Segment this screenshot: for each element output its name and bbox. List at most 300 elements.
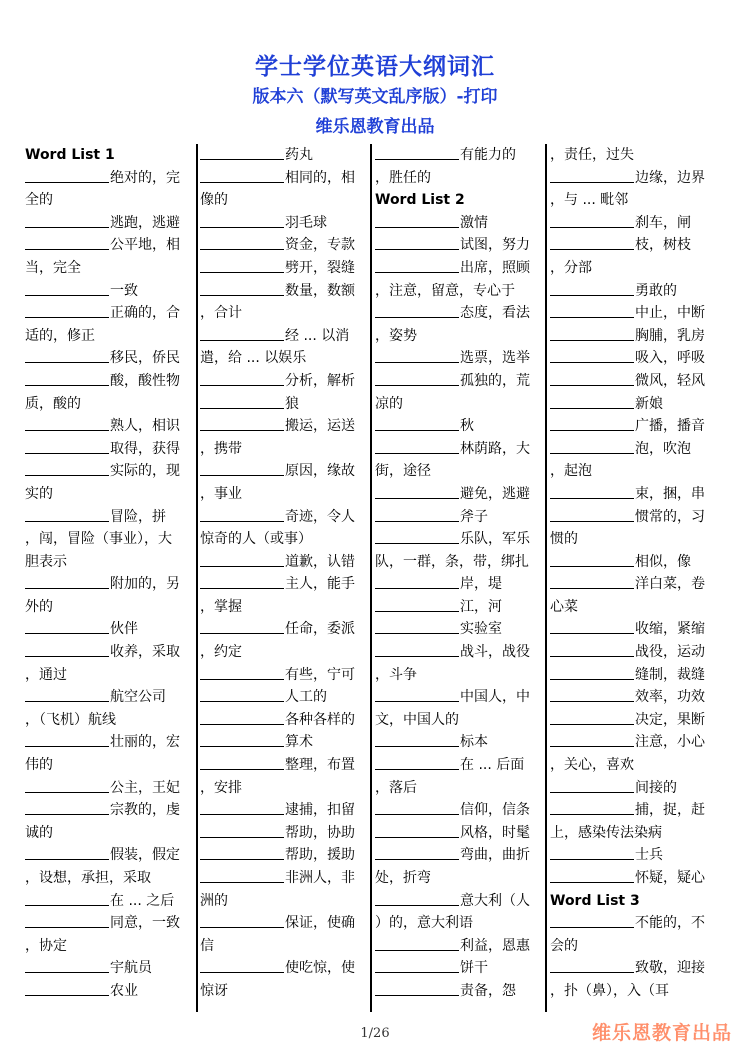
column-3 bbox=[375, 144, 538, 1009]
entry-text: 决定，果断 bbox=[635, 711, 705, 728]
vocab-continuation bbox=[375, 912, 538, 935]
entry-text: 处，折弯 bbox=[375, 870, 431, 886]
vocab-continuation bbox=[25, 325, 188, 348]
entry-text: 像的 bbox=[200, 192, 228, 209]
fill-in-blank[interactable] bbox=[200, 236, 284, 250]
fill-in-blank[interactable] bbox=[200, 756, 284, 770]
entry-text: 全的 bbox=[25, 192, 53, 209]
entry-text: 不能的，不 bbox=[635, 915, 705, 932]
vocab-entry bbox=[200, 393, 363, 416]
entry-text: 收缩，紧缩 bbox=[635, 621, 705, 638]
vocab-continuation bbox=[200, 528, 363, 551]
fill-in-blank[interactable] bbox=[25, 779, 109, 793]
fill-in-blank[interactable] bbox=[375, 598, 459, 612]
entry-text: 出席，照顾 bbox=[460, 259, 530, 276]
entry-text: 中国人，中 bbox=[460, 689, 530, 706]
entry-text: 宗教的，虔 bbox=[110, 802, 180, 819]
vocab-continuation bbox=[25, 257, 188, 280]
fill-in-blank[interactable] bbox=[25, 372, 109, 386]
entry-text: 广播，播音 bbox=[635, 418, 705, 435]
entry-text: 会的 bbox=[550, 937, 578, 954]
vocab-continuation bbox=[550, 822, 713, 845]
vocab-entry bbox=[550, 686, 713, 709]
vocab-entry bbox=[375, 347, 538, 370]
fill-in-blank[interactable] bbox=[25, 688, 109, 702]
fill-in-blank[interactable] bbox=[200, 620, 284, 634]
entry-text: ，掌握 bbox=[200, 598, 242, 615]
fill-in-blank[interactable] bbox=[25, 508, 109, 522]
entry-text: 取得，获得 bbox=[110, 440, 180, 457]
entry-text: 捕，捉，赶 bbox=[635, 802, 705, 819]
fill-in-blank[interactable] bbox=[200, 869, 284, 883]
entry-text: 战斗，战役 bbox=[460, 644, 530, 661]
fill-in-blank[interactable] bbox=[375, 417, 459, 431]
vocab-entry bbox=[375, 370, 538, 393]
fill-in-blank[interactable] bbox=[200, 666, 284, 680]
vocab-entry bbox=[375, 415, 538, 438]
vocab-entry bbox=[375, 257, 538, 280]
entry-text: 收养，采取 bbox=[110, 644, 180, 661]
vocab-continuation bbox=[375, 167, 538, 190]
entry-text: ）的，意大利语 bbox=[375, 915, 473, 932]
vocab-continuation bbox=[200, 302, 363, 325]
entry-text: 心菜 bbox=[550, 598, 578, 615]
fill-in-blank[interactable] bbox=[25, 214, 109, 228]
entry-text: 酸，酸性物 bbox=[110, 372, 180, 389]
entry-text: 胸脯，乳房 bbox=[635, 327, 705, 344]
entry-text: 战役，运动 bbox=[635, 644, 705, 661]
entry-text: ，责任，过失 bbox=[550, 147, 634, 163]
entry-text: 相同的，相 bbox=[285, 169, 355, 186]
fill-in-blank[interactable] bbox=[200, 462, 284, 476]
vocab-entry bbox=[25, 799, 188, 822]
entry-text: ，与 ... 毗邻 bbox=[550, 192, 629, 209]
entry-text: 林荫路，大 bbox=[460, 440, 530, 457]
vocab-entry bbox=[375, 799, 538, 822]
vocab-entry bbox=[200, 460, 363, 483]
fill-in-blank[interactable] bbox=[375, 440, 459, 454]
fill-in-blank[interactable] bbox=[550, 711, 634, 725]
fill-in-blank[interactable] bbox=[375, 643, 459, 657]
entry-text: 绝对的，完 bbox=[110, 169, 180, 186]
watermark-logo: 维乐恩教育出品 bbox=[591, 1022, 732, 1044]
vocab-entry bbox=[200, 686, 363, 709]
entry-text: ，落后 bbox=[375, 779, 417, 796]
entry-text: 实验室 bbox=[460, 621, 502, 638]
fill-in-blank[interactable] bbox=[550, 643, 634, 657]
vocab-continuation bbox=[375, 393, 538, 416]
entry-text: 一致 bbox=[110, 282, 138, 299]
fill-in-blank[interactable] bbox=[550, 236, 634, 250]
vocab-continuation bbox=[25, 483, 188, 506]
vocab-entry bbox=[550, 731, 713, 754]
fill-in-blank[interactable] bbox=[25, 462, 109, 476]
entry-text: 态度，看法 bbox=[460, 305, 530, 322]
vocab-entry bbox=[550, 664, 713, 687]
vocab-continuation bbox=[200, 189, 363, 212]
entry-text: 药丸 bbox=[285, 147, 313, 163]
entry-text: ，注意，留意，专心于 bbox=[375, 282, 515, 299]
vocab-entry bbox=[25, 890, 188, 913]
entry-text: 惯的 bbox=[550, 531, 578, 548]
entry-text: Word List 1 bbox=[25, 147, 115, 163]
fill-in-blank[interactable] bbox=[375, 304, 459, 318]
fill-in-blank[interactable] bbox=[25, 304, 109, 318]
fill-in-blank[interactable] bbox=[200, 417, 284, 431]
vocab-entry bbox=[375, 438, 538, 461]
fill-in-blank[interactable] bbox=[550, 914, 634, 928]
fill-in-blank[interactable] bbox=[25, 440, 109, 454]
entry-text: 熟人，相识 bbox=[110, 418, 180, 435]
entry-text: 枝，树枝 bbox=[635, 237, 691, 254]
fill-in-blank[interactable] bbox=[375, 756, 459, 770]
column-divider bbox=[196, 144, 198, 1012]
vocab-entry bbox=[550, 506, 713, 529]
fill-in-blank[interactable] bbox=[375, 733, 459, 747]
vocab-entry bbox=[25, 641, 188, 664]
fill-in-blank[interactable] bbox=[375, 801, 459, 815]
vocab-continuation bbox=[550, 189, 713, 212]
fill-in-blank[interactable] bbox=[550, 959, 634, 973]
vocab-entry bbox=[550, 438, 713, 461]
vocab-entry bbox=[200, 754, 363, 777]
vocab-continuation bbox=[200, 935, 363, 958]
entry-text: 使吃惊，使 bbox=[285, 960, 355, 977]
vocab-entry bbox=[200, 257, 363, 280]
entry-text: ，斗争 bbox=[375, 666, 417, 683]
vocab-entry bbox=[25, 618, 188, 641]
entry-text: 诚的 bbox=[25, 824, 53, 841]
entry-text: 注意，小心 bbox=[635, 734, 705, 751]
fill-in-blank[interactable] bbox=[25, 643, 109, 657]
entry-text: 整理，布置 bbox=[285, 757, 355, 774]
entry-text: 实的 bbox=[25, 485, 53, 502]
fill-in-blank[interactable] bbox=[550, 688, 634, 702]
fill-in-blank[interactable] bbox=[375, 214, 459, 228]
vocab-continuation bbox=[200, 641, 363, 664]
word-columns bbox=[0, 144, 750, 1014]
vocab-continuation bbox=[550, 980, 713, 1003]
fill-in-blank[interactable] bbox=[375, 485, 459, 499]
vocab-continuation bbox=[375, 460, 538, 483]
fill-in-blank[interactable] bbox=[375, 937, 459, 951]
entry-text: 孤独的，荒 bbox=[460, 372, 530, 389]
fill-in-blank[interactable] bbox=[25, 959, 109, 973]
vocab-entry bbox=[550, 370, 713, 393]
fill-in-blank[interactable] bbox=[25, 575, 109, 589]
vocab-entry bbox=[375, 528, 538, 551]
entry-text: ，协定 bbox=[25, 937, 67, 954]
vocab-continuation bbox=[200, 777, 363, 800]
vocab-entry bbox=[550, 325, 713, 348]
fill-in-blank[interactable] bbox=[375, 372, 459, 386]
fill-in-blank[interactable] bbox=[200, 395, 284, 409]
entry-text: 农业 bbox=[110, 982, 138, 999]
entry-text: 相似，像 bbox=[635, 553, 691, 570]
vocab-entry bbox=[550, 302, 713, 325]
vocab-entry bbox=[200, 573, 363, 596]
fill-in-blank[interactable] bbox=[550, 214, 634, 228]
entry-text: 吸入，呼吸 bbox=[635, 350, 705, 367]
word-list-heading bbox=[375, 189, 538, 212]
vocab-entry bbox=[200, 844, 363, 867]
vocab-entry bbox=[200, 325, 363, 348]
vocab-entry bbox=[25, 777, 188, 800]
fill-in-blank[interactable] bbox=[25, 620, 109, 634]
fill-in-blank[interactable] bbox=[25, 417, 109, 431]
fill-in-blank[interactable] bbox=[200, 214, 284, 228]
entry-text: ，约定 bbox=[200, 644, 242, 661]
entry-text: 伙伴 bbox=[110, 621, 138, 638]
fill-in-blank[interactable] bbox=[375, 688, 459, 702]
fill-in-blank[interactable] bbox=[550, 508, 634, 522]
entry-text: 文，中国人的 bbox=[375, 711, 459, 728]
vocab-continuation bbox=[550, 754, 713, 777]
fill-in-blank[interactable] bbox=[25, 801, 109, 815]
fill-in-blank[interactable] bbox=[200, 575, 284, 589]
vocab-entry bbox=[375, 506, 538, 529]
vocab-entry bbox=[550, 167, 713, 190]
vocab-entry bbox=[25, 167, 188, 190]
fill-in-blank[interactable] bbox=[200, 169, 284, 183]
fill-in-blank[interactable] bbox=[550, 620, 634, 634]
vocab-continuation bbox=[25, 189, 188, 212]
fill-in-blank[interactable] bbox=[375, 236, 459, 250]
vocab-entry bbox=[200, 709, 363, 732]
fill-in-blank[interactable] bbox=[200, 146, 284, 160]
fill-in-blank[interactable] bbox=[200, 846, 284, 860]
vocab-continuation bbox=[25, 867, 188, 890]
entry-text: 束，捆，串 bbox=[635, 485, 705, 502]
fill-in-blank[interactable] bbox=[375, 846, 459, 860]
vocab-continuation bbox=[200, 347, 363, 370]
entry-text: 利益，恩惠 bbox=[460, 937, 530, 954]
fill-in-blank[interactable] bbox=[550, 440, 634, 454]
entry-text: 资金，专款 bbox=[285, 237, 355, 254]
entry-text: 主人，能手 bbox=[285, 576, 355, 593]
entry-text: 冒险，拼 bbox=[110, 508, 166, 525]
fill-in-blank[interactable] bbox=[200, 914, 284, 928]
fill-in-blank[interactable] bbox=[550, 169, 634, 183]
entry-text: 惯常的，习 bbox=[635, 508, 705, 525]
entry-text: 胆表示 bbox=[25, 553, 67, 570]
fill-in-blank[interactable] bbox=[550, 304, 634, 318]
fill-in-blank[interactable] bbox=[200, 711, 284, 725]
vocab-entry bbox=[200, 912, 363, 935]
entry-text: 秋 bbox=[460, 418, 474, 435]
fill-in-blank[interactable] bbox=[375, 146, 459, 160]
entry-text: ，通过 bbox=[25, 666, 67, 683]
entry-text: ，起泡 bbox=[550, 463, 592, 480]
vocab-entry bbox=[375, 573, 538, 596]
fill-in-blank[interactable] bbox=[375, 349, 459, 363]
fill-in-blank[interactable] bbox=[200, 733, 284, 747]
fill-in-blank[interactable] bbox=[550, 779, 634, 793]
entry-text: 洋白菜，卷 bbox=[635, 576, 705, 593]
entry-text: 道歉，认错 bbox=[285, 553, 355, 570]
entry-text: 惊讶 bbox=[200, 982, 228, 999]
vocab-entry bbox=[25, 280, 188, 303]
vocab-continuation bbox=[375, 280, 538, 303]
fill-in-blank[interactable] bbox=[550, 733, 634, 747]
entry-text: ，（飞机）航线 bbox=[25, 711, 116, 728]
entry-text: ，关心，喜欢 bbox=[550, 757, 634, 774]
fill-in-blank[interactable] bbox=[200, 824, 284, 838]
fill-in-blank[interactable] bbox=[25, 733, 109, 747]
entry-text: 士兵 bbox=[635, 847, 663, 864]
entry-text: 惊奇的人（或事） bbox=[200, 531, 312, 548]
entry-text: 有些，宁可 bbox=[285, 666, 355, 683]
fill-in-blank[interactable] bbox=[200, 508, 284, 522]
vocab-continuation bbox=[550, 257, 713, 280]
vocab-entry bbox=[550, 641, 713, 664]
entry-text: ，闯，冒险（事业），大 bbox=[25, 531, 172, 548]
entry-text: 原因，缘故 bbox=[285, 463, 355, 480]
vocab-entry bbox=[200, 822, 363, 845]
fill-in-blank[interactable] bbox=[200, 282, 284, 296]
page-number: 1/26 bbox=[360, 1026, 390, 1041]
entry-text: ，合计 bbox=[200, 305, 242, 322]
vocab-entry bbox=[25, 370, 188, 393]
vocab-entry bbox=[200, 212, 363, 235]
vocab-continuation bbox=[25, 935, 188, 958]
entry-text: 逃跑，逃避 bbox=[110, 214, 180, 231]
fill-in-blank[interactable] bbox=[550, 553, 634, 567]
entry-text: 同意，一致 bbox=[110, 915, 180, 932]
vocab-entry bbox=[375, 144, 538, 167]
column-divider bbox=[370, 144, 372, 1012]
fill-in-blank[interactable] bbox=[375, 892, 459, 906]
fill-in-blank[interactable] bbox=[375, 959, 459, 973]
fill-in-blank[interactable] bbox=[375, 259, 459, 273]
entry-text: 数量，数额 bbox=[285, 282, 355, 299]
fill-in-blank[interactable] bbox=[550, 869, 634, 883]
fill-in-blank[interactable] bbox=[550, 282, 634, 296]
fill-in-blank[interactable] bbox=[25, 349, 109, 363]
entry-text: ，设想，承担，采取 bbox=[25, 870, 151, 886]
fill-in-blank[interactable] bbox=[375, 575, 459, 589]
vocab-entry bbox=[550, 618, 713, 641]
fill-in-blank[interactable] bbox=[550, 575, 634, 589]
entry-text: ，事业 bbox=[200, 485, 242, 502]
vocab-entry bbox=[200, 167, 363, 190]
fill-in-blank[interactable] bbox=[25, 282, 109, 296]
fill-in-blank[interactable] bbox=[25, 846, 109, 860]
fill-in-blank[interactable] bbox=[550, 801, 634, 815]
vocab-entry bbox=[375, 957, 538, 980]
fill-in-blank[interactable] bbox=[200, 327, 284, 341]
fill-in-blank[interactable] bbox=[25, 982, 109, 996]
entry-text: 信 bbox=[200, 937, 214, 954]
entry-text: 外的 bbox=[25, 598, 53, 615]
entry-text: 刹车，闸 bbox=[635, 214, 691, 231]
column-2 bbox=[200, 144, 363, 1009]
fill-in-blank[interactable] bbox=[200, 801, 284, 815]
fill-in-blank[interactable] bbox=[200, 553, 284, 567]
fill-in-blank[interactable] bbox=[550, 327, 634, 341]
fill-in-blank[interactable] bbox=[200, 688, 284, 702]
vocab-entry bbox=[25, 302, 188, 325]
vocab-entry bbox=[25, 460, 188, 483]
entry-text: 壮丽的，宏 bbox=[110, 734, 180, 751]
entry-text: 责备，怨 bbox=[460, 982, 516, 999]
vocab-entry bbox=[200, 957, 363, 980]
fill-in-blank[interactable] bbox=[25, 914, 109, 928]
entry-text: 勇敢的 bbox=[635, 282, 677, 299]
fill-in-blank[interactable] bbox=[550, 349, 634, 363]
entry-text: 弯曲，曲折 bbox=[460, 847, 530, 864]
fill-in-blank[interactable] bbox=[25, 892, 109, 906]
page-title: 学士学位英语大纲词汇 bbox=[255, 54, 495, 80]
entry-text: 狼 bbox=[285, 395, 299, 412]
vocab-entry bbox=[550, 212, 713, 235]
entry-text: 新娘 bbox=[635, 395, 663, 412]
entry-text: 航空公司 bbox=[110, 689, 166, 706]
vocab-continuation bbox=[550, 144, 713, 167]
fill-in-blank[interactable] bbox=[550, 666, 634, 680]
fill-in-blank[interactable] bbox=[550, 417, 634, 431]
fill-in-blank[interactable] bbox=[25, 236, 109, 250]
vocab-entry bbox=[200, 664, 363, 687]
vocab-entry bbox=[375, 686, 538, 709]
entry-text: ，携带 bbox=[200, 440, 242, 457]
fill-in-blank[interactable] bbox=[375, 824, 459, 838]
vocab-entry bbox=[550, 867, 713, 890]
entry-text: 效率，功效 bbox=[635, 689, 705, 706]
entry-text: 任命，委派 bbox=[285, 621, 355, 638]
entry-text: 乐队，军乐 bbox=[460, 531, 530, 548]
fill-in-blank[interactable] bbox=[200, 959, 284, 973]
fill-in-blank[interactable] bbox=[375, 530, 459, 544]
fill-in-blank[interactable] bbox=[550, 395, 634, 409]
entry-text: 帮助，协助 bbox=[285, 824, 355, 841]
vocab-entry bbox=[200, 551, 363, 574]
fill-in-blank[interactable] bbox=[550, 846, 634, 860]
vocab-entry bbox=[550, 844, 713, 867]
entry-text: 伟的 bbox=[25, 757, 53, 774]
vocab-entry bbox=[200, 234, 363, 257]
vocab-entry bbox=[550, 957, 713, 980]
entry-text: 上，感染传法染病 bbox=[550, 824, 662, 841]
fill-in-blank[interactable] bbox=[200, 372, 284, 386]
vocab-continuation bbox=[25, 596, 188, 619]
fill-in-blank[interactable] bbox=[375, 982, 459, 996]
fill-in-blank[interactable] bbox=[200, 259, 284, 273]
fill-in-blank[interactable] bbox=[375, 620, 459, 634]
fill-in-blank[interactable] bbox=[375, 508, 459, 522]
vocab-entry bbox=[375, 212, 538, 235]
vocab-entry bbox=[550, 234, 713, 257]
vocab-entry bbox=[25, 957, 188, 980]
entry-text: 凉的 bbox=[375, 395, 403, 412]
fill-in-blank[interactable] bbox=[550, 372, 634, 386]
entry-text: 信仰，信条 bbox=[460, 802, 530, 819]
vocab-continuation bbox=[25, 822, 188, 845]
entry-text: 有能力的 bbox=[460, 147, 516, 163]
vocab-continuation bbox=[200, 890, 363, 913]
entry-text: 分析，解析 bbox=[285, 372, 355, 389]
vocab-continuation bbox=[550, 596, 713, 619]
vocab-entry bbox=[550, 573, 713, 596]
vocab-continuation bbox=[550, 935, 713, 958]
entry-text: 移民，侨民 bbox=[110, 350, 180, 367]
vocab-entry bbox=[550, 912, 713, 935]
entry-text: 正确的，合 bbox=[110, 305, 180, 322]
fill-in-blank[interactable] bbox=[550, 485, 634, 499]
vocab-entry bbox=[25, 731, 188, 754]
vocab-continuation bbox=[25, 754, 188, 777]
fill-in-blank[interactable] bbox=[25, 169, 109, 183]
